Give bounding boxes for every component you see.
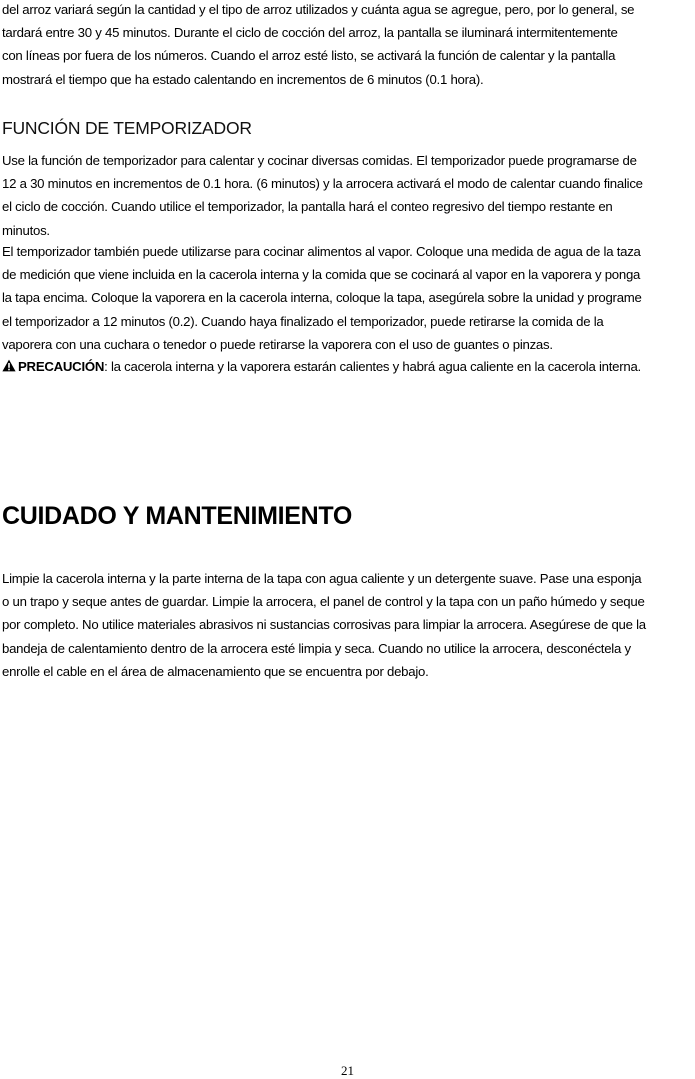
text-line: enrolle el cable en el área de almacenamiento que se encuentra por debajo. (2, 663, 429, 679)
text-line: el ciclo de cocción. Cuando utilice el temporizador, la pantalla hará el conteo regresivo del tiempo restante en (2, 199, 613, 215)
text-line: del arroz variará según la cantidad y el tipo de arroz utilizados y cuánta agua se agregue, pero, por lo general, se (2, 2, 635, 17)
text-line: 12 a 30 minutos en incrementos de 0.1 hora. (6 minutos) y la arrocera activará el modo de calentar cuando finalice (2, 176, 643, 192)
text-line: Limpie la cacerola interna y la parte interna de la tapa con agua caliente y un detergente suave. Pase una esponja (2, 571, 642, 586)
caution-text: : la cacerola interna y la vaporera estarán calientes y habrá agua caliente en la cacerola interna. (104, 359, 641, 374)
caution-note (2, 355, 693, 378)
text-line: de medición que viene incluida en la cacerola interna y la comida que se cocinará al vapor en la vaporera y ponga (2, 267, 641, 283)
timer-paragraph-2 (2, 240, 693, 356)
text-line: por completo. No utilice materiales abrasivos ni sustancias corrosivas para limpiar la arrocera. Asegúrese de que la (2, 617, 646, 633)
text-line: Use la función de temporizador para calentar y cocinar diversas comidas. El temporizador puede programarse de (2, 153, 637, 168)
warning-triangle-icon (2, 359, 16, 372)
intro-paragraph (2, 0, 693, 91)
timer-section-heading: FUNCIÓN DE TEMPORIZADOR (2, 118, 252, 138)
text-line: mostrará el tiempo que ha estado calentando en incrementos de 6 minutos (0.1 hora). (2, 71, 484, 87)
text-line: minutos. (2, 222, 50, 238)
text-line: tardará entre 30 y 45 minutos. Durante el ciclo de cocción del arroz, la pantalla se iluminará intermitentemente (2, 25, 618, 41)
text-line: con líneas por fuera de los números. Cuando el arroz esté listo, se activará la función de calentar y la pantalla (2, 48, 616, 64)
text-line: la tapa encima. Coloque la vaporera en la cacerola interna, coloque la tapa, asegúrela sobre la unidad y programe (2, 290, 642, 306)
text-line: el temporizador a 12 minutos (0.2). Cuando haya finalizado el temporizador, puede retirarse la comida de la (2, 313, 604, 329)
text-line: o un trapo y seque antes de guardar. Limpie la arrocera, el panel de control y la tapa con un paño húmedo y seque (2, 594, 645, 610)
page-number: 21 (341, 1063, 354, 1078)
text-line: El temporizador también puede utilizarse para cocinar alimentos al vapor. Coloque una medida de agua de la taza (2, 244, 641, 259)
caution-label: PRECAUCIÓN (18, 359, 105, 374)
text-line: bandeja de calentamiento dentro de la arrocera esté limpia y seca. Cuando no utilice la arrocera, desconéctela y (2, 640, 631, 656)
text-line: vaporera con una cuchara o tenedor o puede retirarse la vaporera con el uso de guantes o pinzas. (2, 336, 553, 352)
care-section-heading: CUIDADO Y MANTENIMIENTO (2, 502, 353, 530)
timer-paragraph-1 (2, 149, 693, 242)
care-paragraph (2, 567, 693, 683)
